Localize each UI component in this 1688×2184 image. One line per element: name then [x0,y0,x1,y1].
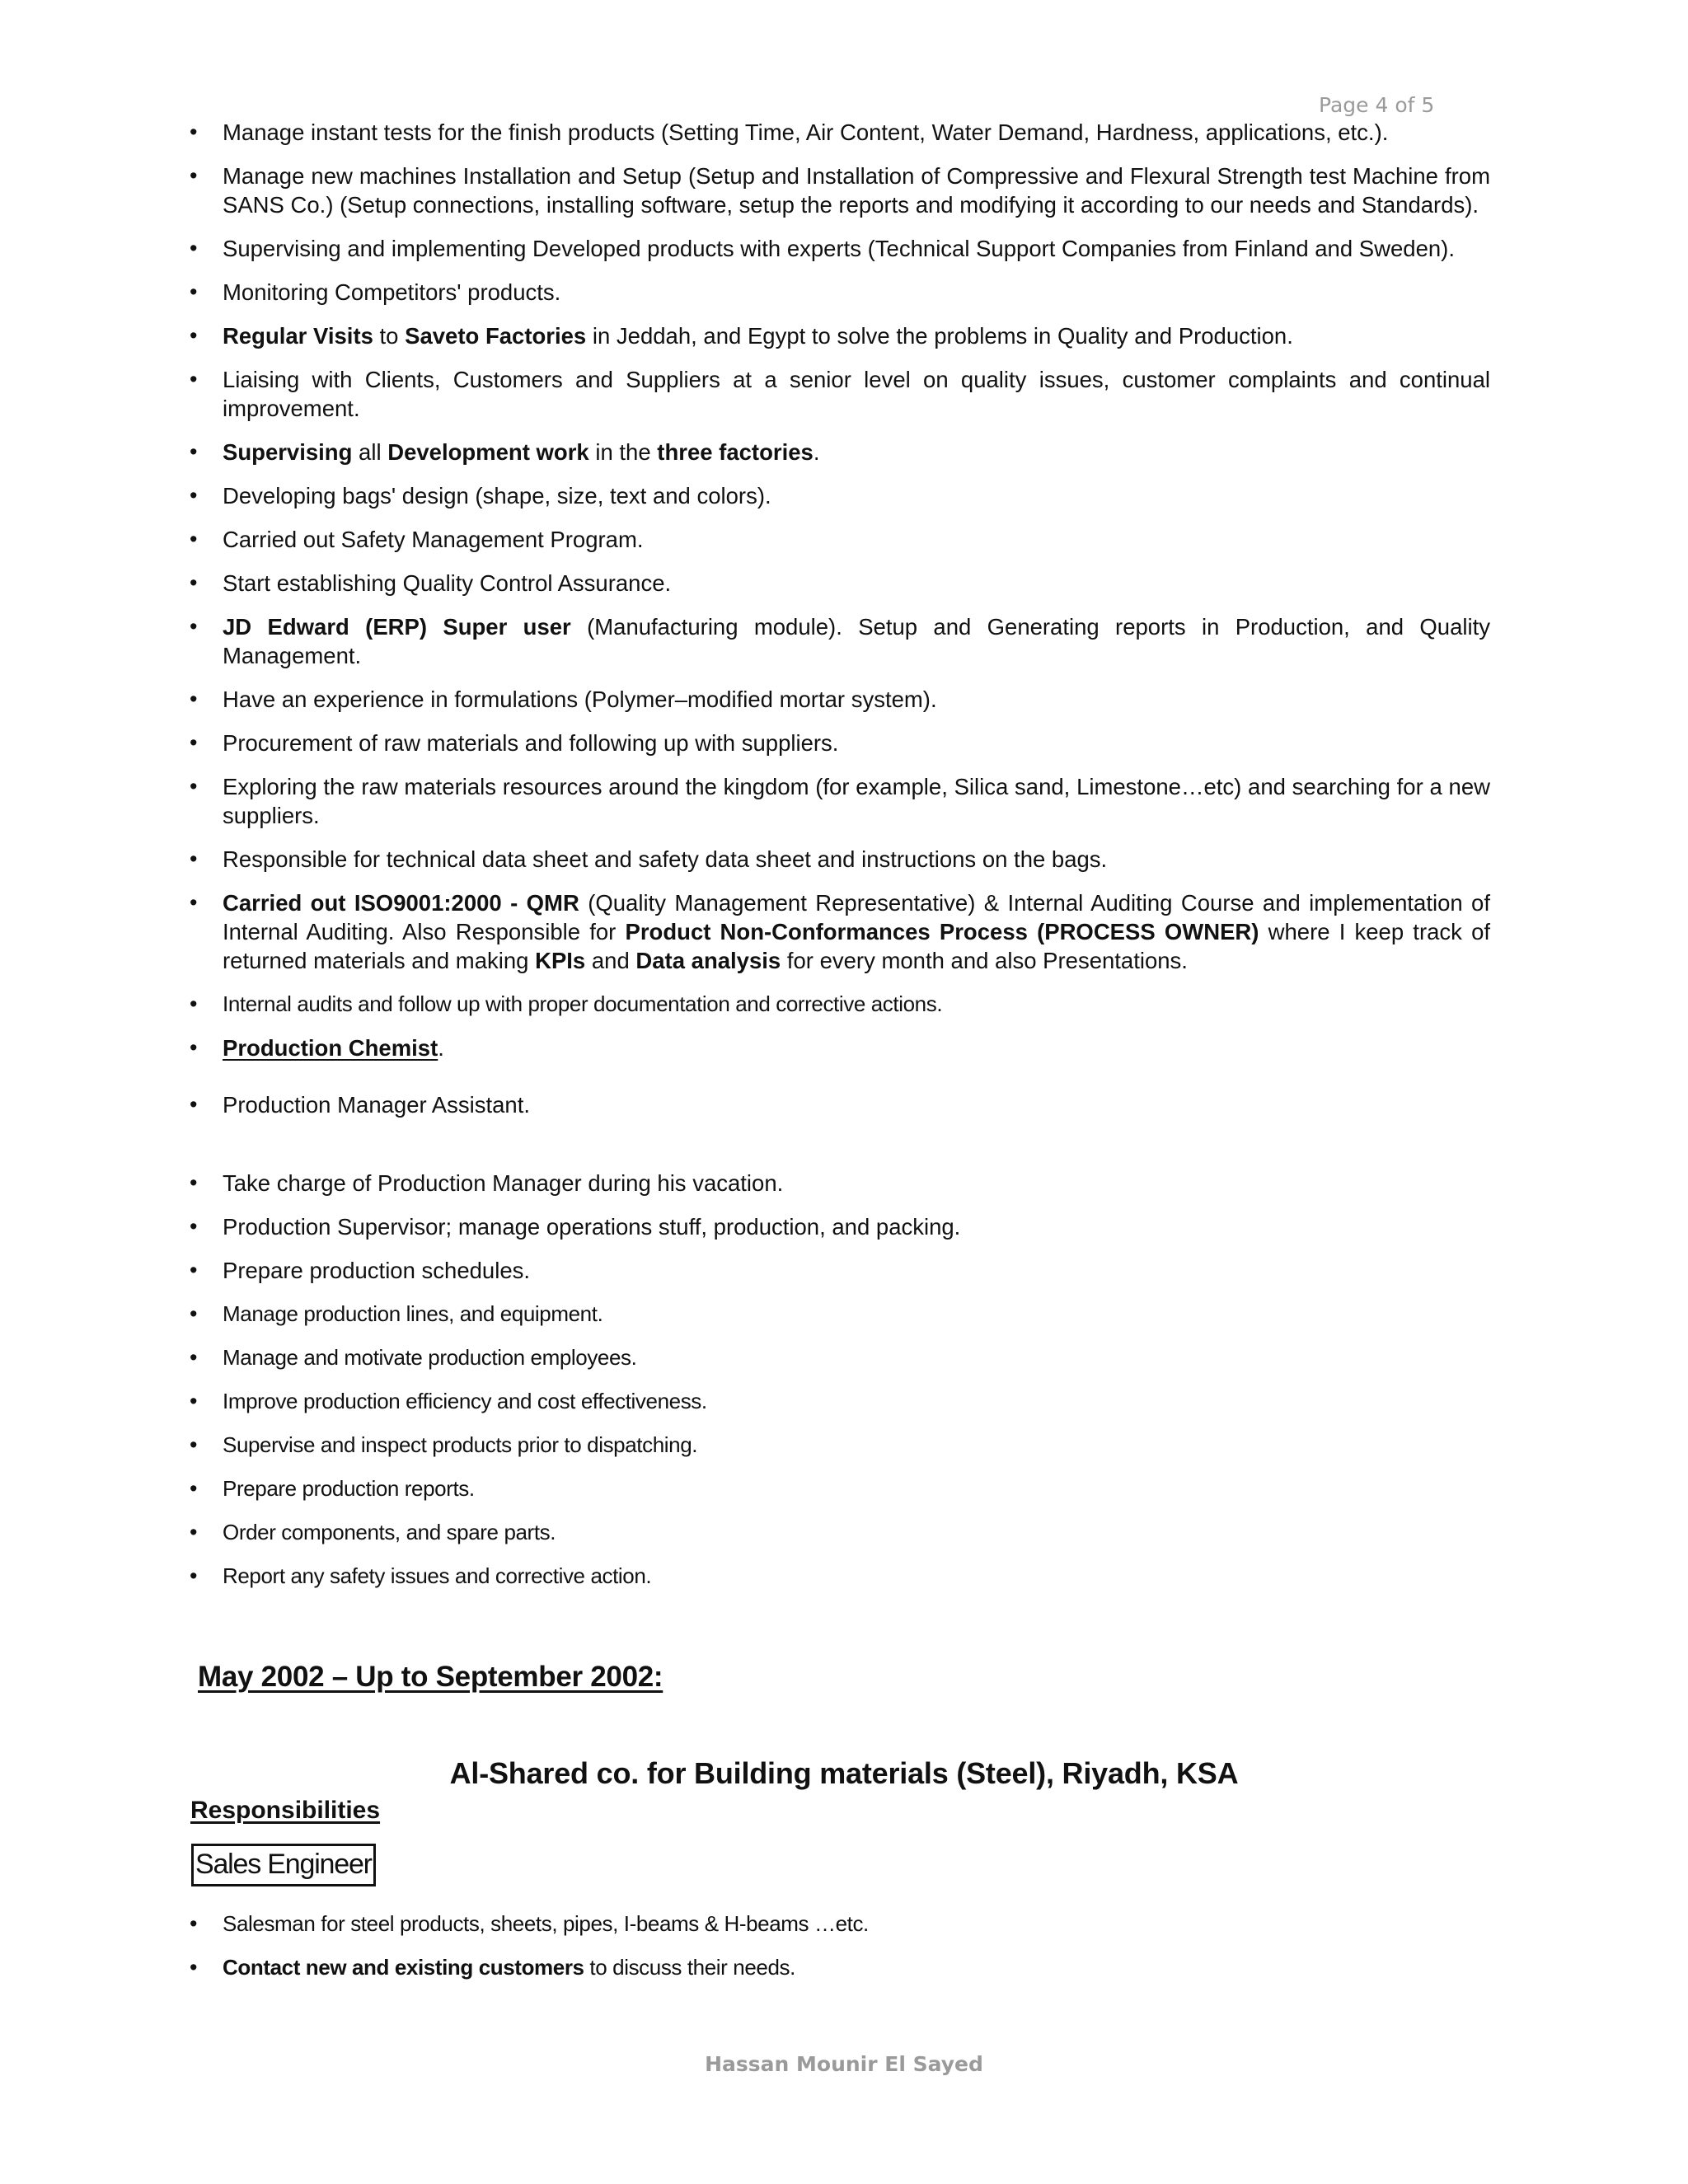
text: Developing bags' design (shape, size, text and colors). [223,483,771,509]
job-title-box: Sales Engineer [191,1844,376,1886]
text: Manage instant tests for the finish products (Setting Time, Air Content, Water Demand, Hardness, applications, etc.). [223,120,1389,145]
bullet-item [190,772,1490,830]
bullet-item [190,118,1490,147]
text: Prepare production reports. [223,1476,475,1501]
bold-text: Saveto Factories [405,323,587,349]
text: Carried out Safety Management Program. [223,527,644,552]
text: Manage new machines Installation and Setup (Setup and Installation of Compressive and Flexural Strength test Machine from SANS Co.) (Setup connections, installing software, setup the reports and modifying it according to our needs and Standards). [223,163,1490,218]
text: Start establishing Quality Control Assurance. [223,570,672,596]
text: Procurement of raw materials and following up with suppliers. [223,730,839,756]
bullet-item [190,278,1490,307]
text: Report any safety issues and corrective action. [223,1563,652,1588]
responsibilities-list-2 [190,1169,1490,1605]
text: Take charge of Production Manager during his vacation. [223,1170,784,1196]
responsibilities-heading: Responsibilities [190,1797,381,1824]
bold-text: JD Edward (ERP) Super user [223,614,571,640]
text: where I keep track of returned materials and making [223,919,1491,973]
text: (Manufacturing module). Setup and Generating reports in Production, and Quality Management. [223,614,1490,668]
text: Salesman for steel products, sheets, pipes, I-beams & H-beams …etc. [223,1911,869,1936]
bullet-item [190,1562,1490,1591]
bullet-item [190,525,1490,554]
bullet-item [190,1256,1490,1285]
text: Responsible for technical data sheet and safety data sheet and instructions on the bags. [223,846,1108,872]
bold-text: Data analysis [635,948,781,973]
text: to discuss their needs. [584,1955,795,1980]
text: Improve production efficiency and cost effectiveness. [223,1389,707,1413]
text: Manage and motivate production employees. [223,1345,637,1370]
text: for every month and also Presentations. [781,948,1188,973]
text: Prepare production schedules. [223,1258,531,1283]
bullet-item [190,845,1490,874]
bullet-item [190,729,1490,757]
text: (Quality Management Representative) & Internal Auditing Course and implementation of Internal Auditing. Also Responsible for [223,890,1490,944]
bullet-item [190,990,1490,1019]
bullet-item [190,321,1490,350]
company-heading: Al-Shared co. for Building materials (Steel), Riyadh, KSA [449,1756,1239,1790]
bullet-item [190,1387,1490,1416]
bold-text: Supervising [223,439,353,465]
text: Internal audits and follow up with proper documentation and corrective actions. [223,991,943,1016]
text: all [352,439,388,465]
bullet-item [190,1169,1490,1197]
text: Exploring the raw materials resources around the kingdom (for example, Silica sand, Limestone…etc) and searching for a new suppliers. [223,774,1490,828]
text: Have an experience in formulations (Polymer–modified mortar system). [223,687,937,712]
bullet-item [190,162,1490,219]
text: to [373,323,406,349]
bullet-item [190,1518,1490,1547]
bullet-item [190,888,1490,975]
text: . [438,1035,444,1061]
bullet-item [190,438,1490,466]
text: in the [588,439,658,465]
text: Manage production lines, and equipment. [223,1301,603,1326]
bullet-item [190,1300,1490,1329]
bullet-item [190,365,1490,423]
bold-text: Development work [387,439,589,465]
bullet-item [190,234,1490,263]
bold-text: KPIs [535,948,586,973]
text: Supervising and implementing Developed products with experts (Technical Support Companies from Finland and Sweden). [223,236,1455,261]
bullet-item [190,1090,1490,1119]
bullet-item [190,1910,1490,1938]
bold-text: Product Non-Conformances Process (PROCESS OWNER) [625,919,1259,944]
text: Liaising with Clients, Customers and Suppliers at a senior level on quality issues, customer complaints and continual improvement. [223,367,1490,421]
text: in Jeddah, and Egypt to solve the problems in Quality and Production. [586,323,1293,349]
bullet-item [190,1953,1490,1982]
employment-period-heading: May 2002 – Up to September 2002: [198,1661,663,1693]
text: . [813,439,820,465]
sales-duties-list [190,1910,1490,1997]
bullet-item [190,481,1490,510]
bullet-item [190,612,1490,670]
text: Supervise and inspect products prior to dispatching. [223,1432,698,1457]
bold-text: three factories [657,439,814,465]
text: Production Supervisor; manage operations stuff, production, and packing. [223,1214,961,1240]
text: Production Manager Assistant. [223,1092,530,1118]
footer-name: Hassan Mounir El Sayed [705,2052,983,2076]
bold-text: Production Chemist [223,1035,438,1061]
bullet-item [190,569,1490,598]
bold-text: Regular Visits [223,323,373,349]
page-number: Page 4 of 5 [1319,93,1435,117]
bullet-item [190,685,1490,714]
bullet-item [190,1212,1490,1241]
bullet-item [190,1431,1490,1460]
text: Monitoring Competitors' products. [223,279,561,305]
text: Order components, and spare parts. [223,1520,556,1544]
bullet-item [190,1033,1490,1062]
text: and [585,948,636,973]
bullet-item [190,1343,1490,1372]
bullet-item [190,1474,1490,1503]
bold-text: Contact new and existing customers [223,1955,584,1980]
responsibilities-list-1 [190,118,1490,1147]
bold-text: Carried out ISO9001:2000 - QMR [223,890,579,916]
